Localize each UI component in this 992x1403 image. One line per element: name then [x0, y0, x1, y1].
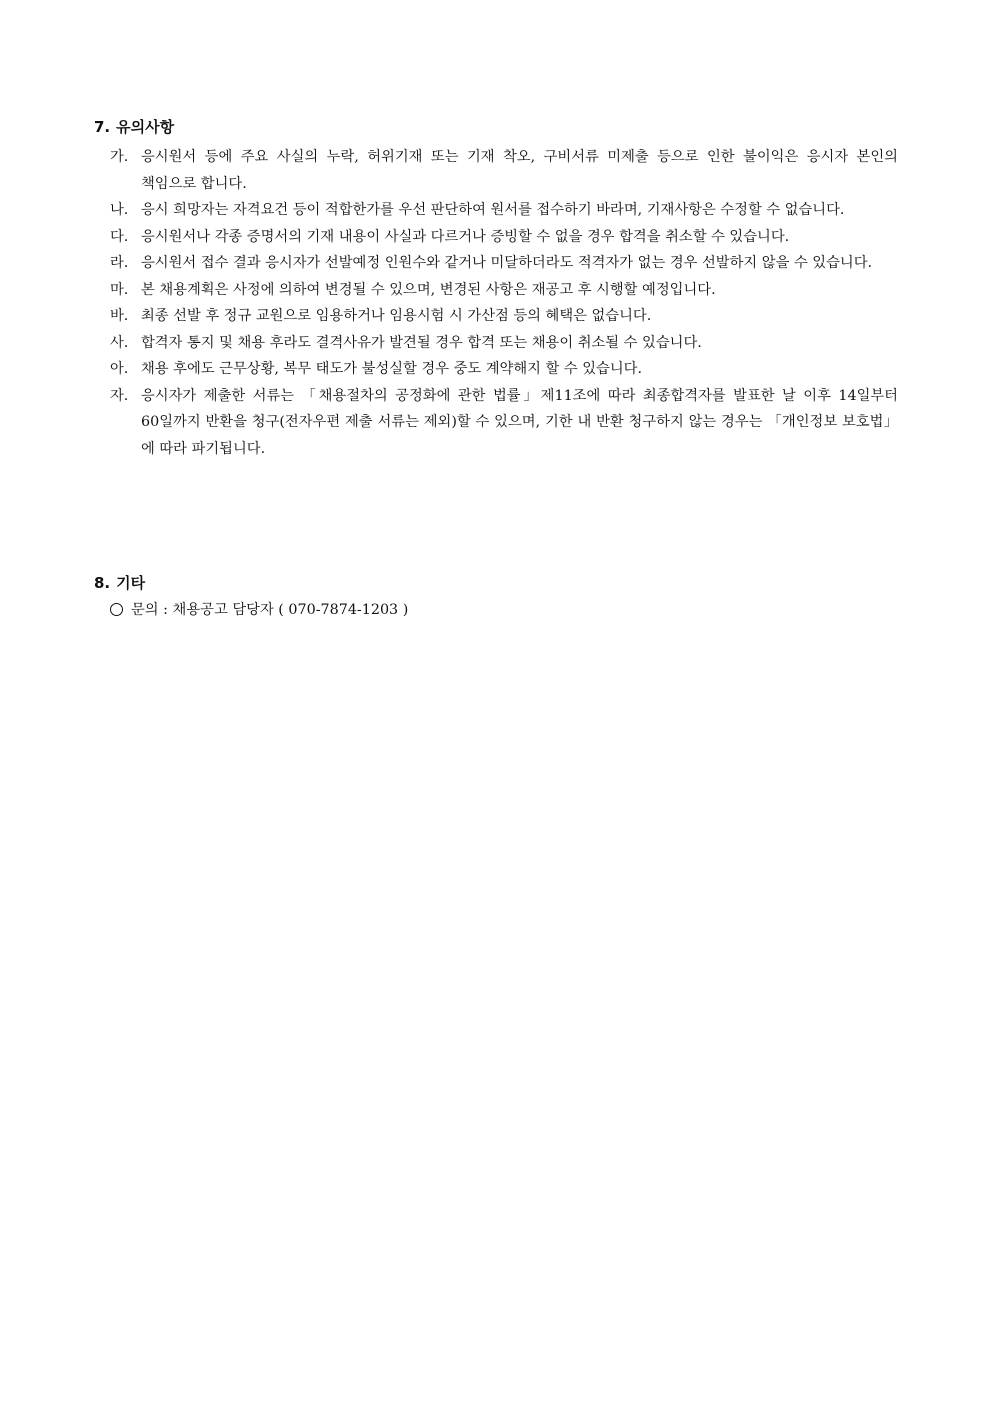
section-title: 기타 — [116, 574, 146, 592]
item-marker: 사. — [110, 334, 129, 351]
item-text: 응시원서 접수 결과 응시자가 선발예정 인원수와 같거나 미달하더라도 적격자가 없는 경우 선발하지 않을 수 있습니다. — [141, 255, 873, 271]
item-marker: 가. — [110, 149, 129, 165]
item-text: 응시원서나 각종 증명서의 기재 내용이 사실과 다르거나 증빙할 수 없을 경우 합격을 취소할 수 있습니다. — [141, 228, 790, 245]
section-number: 7. — [94, 118, 111, 136]
list-item — [94, 250, 898, 277]
contact-separator: : — [163, 602, 168, 618]
item-marker: 나. — [110, 202, 129, 218]
item-marker: 바. — [110, 308, 129, 324]
item-marker: 마. — [110, 281, 129, 298]
section-heading — [94, 116, 898, 140]
section-heading — [94, 572, 898, 596]
item-text: 합격자 통지 및 채용 후라도 결격사유가 발견될 경우 합격 또는 채용이 취소될 수 있습니다. — [141, 334, 702, 351]
item-text: 채용 후에도 근무상황, 복무 태도가 불성실할 경우 중도 계약해지 할 수 있습니다. — [141, 361, 643, 377]
list-item — [94, 224, 898, 251]
item-marker: 라. — [110, 255, 129, 271]
list-item — [94, 197, 898, 224]
circle-icon — [110, 603, 123, 616]
item-marker: 다. — [110, 228, 129, 245]
section-number: 8. — [94, 574, 111, 592]
list-item — [94, 277, 898, 304]
notes-list — [94, 144, 898, 462]
list-item — [94, 356, 898, 383]
item-text: 본 채용계획은 사정에 의하여 변경될 수 있으며, 변경된 사항은 재공고 후 시행할 예정입니다. — [141, 281, 716, 298]
section-other — [94, 572, 898, 622]
item-marker: 자. — [110, 387, 129, 404]
section-title: 유의사항 — [116, 118, 175, 136]
contact-value: 채용공고 담당자 ( 070-7874-1203 ) — [172, 602, 409, 618]
contact-label: 문의 — [131, 602, 159, 618]
item-text: 응시 희망자는 자격요건 등이 적합한가를 우선 판단하여 원서를 접수하기 바라며, 기재사항은 수정할 수 없습니다. — [141, 202, 845, 218]
item-text: 응시원서 등에 주요 사실의 누락, 허위기재 또는 기재 착오, 구비서류 미제출 등으로 인한 불이익은 응시자 본인의 책임으로 합니다. — [141, 149, 898, 192]
list-item — [94, 330, 898, 357]
item-text: 응시자가 제출한 서류는 「채용절차의 공정화에 관한 법률」제11조에 따라 최종합격자를 발표한 날 이후 14일부터 60일까지 반환을 청구(전자우편 제출 서류는 제외)할 수 있으며, 기한 내 반환 청구하지 않는 경우는 「개인정보 보호법」에 따라 파기됩니다. — [141, 387, 898, 457]
contact-line — [94, 598, 898, 622]
item-marker: 아. — [110, 361, 129, 377]
list-item — [94, 383, 898, 463]
item-text: 최종 선발 후 정규 교원으로 임용하거나 임용시험 시 가산점 등의 혜택은 없습니다. — [141, 308, 652, 324]
section-notes — [94, 116, 898, 462]
list-item — [94, 144, 898, 197]
list-item — [94, 303, 898, 330]
